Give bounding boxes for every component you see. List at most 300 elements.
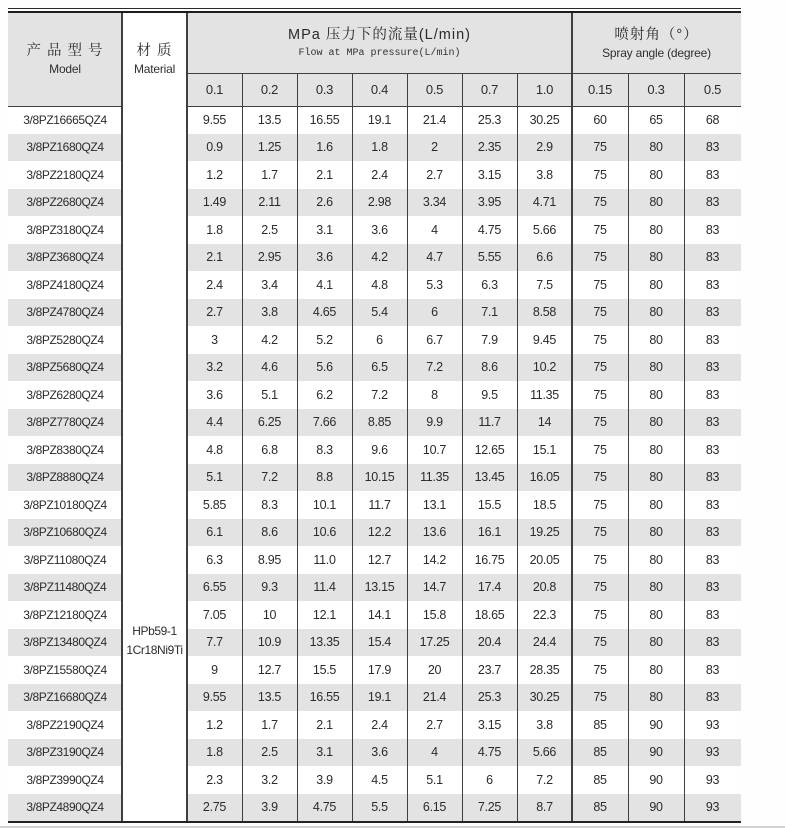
spray-value-cell: 80 bbox=[628, 629, 684, 657]
spray-value-cell: 60 bbox=[572, 106, 628, 134]
material-value-line2: 1Cr18Ni9Ti bbox=[126, 643, 183, 657]
flow-value-cell: 0.9 bbox=[187, 134, 242, 162]
flow-value-cell: 12.7 bbox=[352, 546, 407, 574]
model-cell: 3/8PZ11080QZ4 bbox=[8, 546, 122, 574]
flow-value-cell: 5.1 bbox=[407, 766, 462, 794]
flow-value-cell: 3.34 bbox=[407, 189, 462, 217]
flow-value-cell: 6.55 bbox=[187, 574, 242, 602]
flow-value-cell: 4.65 bbox=[297, 299, 352, 327]
flow-value-cell: 11.4 bbox=[297, 574, 352, 602]
flow-value-cell: 3.15 bbox=[462, 161, 517, 189]
flow-value-cell: 23.7 bbox=[462, 656, 517, 684]
spray-value-cell: 68 bbox=[684, 106, 741, 134]
flow-value-cell: 7.2 bbox=[352, 381, 407, 409]
model-cell: 3/8PZ2180QZ4 bbox=[8, 161, 122, 189]
col-header-model bbox=[8, 13, 122, 106]
spray-value-cell: 93 bbox=[684, 711, 741, 739]
spray-value-cell: 80 bbox=[628, 656, 684, 684]
flow-value-cell: 4.8 bbox=[352, 271, 407, 299]
flow-value-cell: 25.3 bbox=[462, 106, 517, 134]
flow-value-cell: 7.2 bbox=[242, 464, 297, 492]
flow-value-cell: 7.66 bbox=[297, 409, 352, 437]
spray-value-cell: 93 bbox=[684, 794, 741, 822]
flow-value-cell: 6.3 bbox=[462, 271, 517, 299]
flow-value-cell: 6.7 bbox=[407, 326, 462, 354]
spray-pressure-header: 0.3 bbox=[628, 73, 684, 106]
flow-value-cell: 2.4 bbox=[352, 711, 407, 739]
flow-value-cell: 10.15 bbox=[352, 464, 407, 492]
flow-value-cell: 14.2 bbox=[407, 546, 462, 574]
flow-value-cell: 9.6 bbox=[352, 436, 407, 464]
spray-value-cell: 75 bbox=[572, 189, 628, 217]
flow-value-cell: 2.1 bbox=[297, 711, 352, 739]
flow-value-cell: 5.4 bbox=[352, 299, 407, 327]
flow-value-cell: 1.25 bbox=[242, 134, 297, 162]
flow-value-cell: 14.1 bbox=[352, 601, 407, 629]
flow-value-cell: 7.05 bbox=[187, 601, 242, 629]
flow-value-cell: 5.85 bbox=[187, 491, 242, 519]
flow-value-cell: 3.6 bbox=[352, 216, 407, 244]
spray-value-cell: 83 bbox=[684, 409, 741, 437]
spray-value-cell: 75 bbox=[572, 601, 628, 629]
flow-value-cell: 30.25 bbox=[517, 684, 572, 712]
flow-value-cell: 4.6 bbox=[242, 354, 297, 382]
flow-value-cell: 12.7 bbox=[242, 656, 297, 684]
flow-value-cell: 8.6 bbox=[462, 354, 517, 382]
rule-spray-2 bbox=[684, 73, 685, 821]
flow-value-cell: 8.3 bbox=[242, 491, 297, 519]
spray-value-cell: 75 bbox=[572, 409, 628, 437]
spray-value-cell: 80 bbox=[628, 134, 684, 162]
material-value-cell bbox=[122, 106, 187, 821]
flow-value-cell: 20.8 bbox=[517, 574, 572, 602]
flow-value-cell: 2.1 bbox=[187, 244, 242, 272]
col-header-model-zh: 产 品 型 号 bbox=[26, 43, 104, 60]
col-header-material-en: Material bbox=[133, 62, 176, 77]
flow-value-cell: 6.25 bbox=[242, 409, 297, 437]
flow-value-cell: 2.5 bbox=[242, 216, 297, 244]
model-cell: 3/8PZ7780QZ4 bbox=[8, 409, 122, 437]
flow-value-cell: 1.2 bbox=[187, 161, 242, 189]
rule-under-pressure-header bbox=[186, 106, 741, 107]
flow-value-cell: 17.4 bbox=[462, 574, 517, 602]
table-bottom-rule bbox=[8, 821, 741, 823]
flow-value-cell: 3.1 bbox=[297, 216, 352, 244]
flow-value-cell: 2.11 bbox=[242, 189, 297, 217]
flow-value-cell: 18.65 bbox=[462, 601, 517, 629]
col-header-model-en: Model bbox=[49, 62, 81, 77]
flow-value-cell: 2.9 bbox=[517, 134, 572, 162]
spray-value-cell: 75 bbox=[572, 354, 628, 382]
flow-value-cell: 1.7 bbox=[242, 161, 297, 189]
col-group-flow-en: Flow at MPa pressure(L/min) bbox=[298, 47, 461, 59]
flow-value-cell: 12.2 bbox=[352, 519, 407, 547]
flow-value-cell: 17.9 bbox=[352, 656, 407, 684]
flow-value-cell: 15.8 bbox=[407, 601, 462, 629]
spray-value-cell: 93 bbox=[684, 766, 741, 794]
rule-flow-spray bbox=[571, 13, 573, 821]
flow-value-cell: 8.85 bbox=[352, 409, 407, 437]
model-cell: 3/8PZ3180QZ4 bbox=[8, 216, 122, 244]
spray-value-cell: 75 bbox=[572, 326, 628, 354]
flow-value-cell: 7.1 bbox=[462, 299, 517, 327]
spray-value-cell: 85 bbox=[572, 766, 628, 794]
model-cell: 3/8PZ5680QZ4 bbox=[8, 354, 122, 382]
flow-value-cell: 21.4 bbox=[407, 106, 462, 134]
model-cell: 3/8PZ8880QZ4 bbox=[8, 464, 122, 492]
flow-value-cell: 20 bbox=[407, 656, 462, 684]
flow-value-cell: 4.1 bbox=[297, 271, 352, 299]
rule-flow-5 bbox=[462, 73, 463, 821]
flow-value-cell: 4.4 bbox=[187, 409, 242, 437]
spray-value-cell: 83 bbox=[684, 299, 741, 327]
flow-value-cell: 5.1 bbox=[242, 381, 297, 409]
flow-value-cell: 3.9 bbox=[242, 794, 297, 822]
flow-value-cell: 6.5 bbox=[352, 354, 407, 382]
spray-value-cell: 75 bbox=[572, 436, 628, 464]
flow-value-cell: 1.8 bbox=[352, 134, 407, 162]
spray-value-cell: 80 bbox=[628, 684, 684, 712]
flow-value-cell: 2.75 bbox=[187, 794, 242, 822]
rule-spray-1 bbox=[628, 73, 629, 821]
spray-value-cell: 75 bbox=[572, 216, 628, 244]
flow-value-cell: 8.6 bbox=[242, 519, 297, 547]
spray-value-cell: 93 bbox=[684, 739, 741, 767]
flow-value-cell: 6.3 bbox=[187, 546, 242, 574]
flow-value-cell: 12.65 bbox=[462, 436, 517, 464]
flow-value-cell: 3.4 bbox=[242, 271, 297, 299]
rule-under-model-header bbox=[8, 106, 122, 107]
flow-value-cell: 5.3 bbox=[407, 271, 462, 299]
model-cell: 3/8PZ1680QZ4 bbox=[8, 134, 122, 162]
spray-value-cell: 83 bbox=[684, 134, 741, 162]
flow-value-cell: 4.75 bbox=[297, 794, 352, 822]
col-group-spray-zh: 喷射角（°） bbox=[614, 26, 699, 43]
flow-value-cell: 14.7 bbox=[407, 574, 462, 602]
flow-value-cell: 6.1 bbox=[187, 519, 242, 547]
flow-value-cell: 12.1 bbox=[297, 601, 352, 629]
flow-value-cell: 13.15 bbox=[352, 574, 407, 602]
spray-value-cell: 75 bbox=[572, 491, 628, 519]
flow-value-cell: 17.25 bbox=[407, 629, 462, 657]
rule-model-material bbox=[121, 13, 123, 821]
spray-value-cell: 83 bbox=[684, 574, 741, 602]
flow-value-cell: 5.55 bbox=[462, 244, 517, 272]
spray-value-cell: 80 bbox=[628, 546, 684, 574]
flow-value-cell: 10.6 bbox=[297, 519, 352, 547]
spray-value-cell: 85 bbox=[572, 739, 628, 767]
spray-value-cell: 90 bbox=[628, 794, 684, 822]
spray-value-cell: 80 bbox=[628, 161, 684, 189]
flow-value-cell: 4 bbox=[407, 216, 462, 244]
spray-value-cell: 75 bbox=[572, 134, 628, 162]
flow-value-cell: 2.35 bbox=[462, 134, 517, 162]
model-cell: 3/8PZ3680QZ4 bbox=[8, 244, 122, 272]
flow-value-cell: 13.5 bbox=[242, 684, 297, 712]
flow-value-cell: 6.6 bbox=[517, 244, 572, 272]
flow-value-cell: 8.95 bbox=[242, 546, 297, 574]
spray-value-cell: 83 bbox=[684, 271, 741, 299]
flow-value-cell: 7.2 bbox=[517, 766, 572, 794]
rule-flow-2 bbox=[297, 73, 298, 821]
flow-value-cell: 1.8 bbox=[187, 216, 242, 244]
model-cell: 3/8PZ5280QZ4 bbox=[8, 326, 122, 354]
flow-value-cell: 4.75 bbox=[462, 739, 517, 767]
spray-value-cell: 75 bbox=[572, 381, 628, 409]
spray-value-cell: 75 bbox=[572, 684, 628, 712]
flow-value-cell: 2.7 bbox=[407, 711, 462, 739]
spray-value-cell: 75 bbox=[572, 464, 628, 492]
spray-value-cell: 85 bbox=[572, 711, 628, 739]
flow-value-cell: 13.45 bbox=[462, 464, 517, 492]
flow-value-cell: 16.55 bbox=[297, 106, 352, 134]
flow-value-cell: 5.6 bbox=[297, 354, 352, 382]
model-cell: 3/8PZ12180QZ4 bbox=[8, 601, 122, 629]
flow-value-cell: 5.5 bbox=[352, 794, 407, 822]
flow-value-cell: 19.1 bbox=[352, 106, 407, 134]
flow-value-cell: 9 bbox=[187, 656, 242, 684]
flow-pressure-header: 0.1 bbox=[187, 73, 242, 106]
col-group-flow bbox=[187, 13, 572, 73]
flow-value-cell: 4.8 bbox=[187, 436, 242, 464]
flow-value-cell: 10 bbox=[242, 601, 297, 629]
flow-pressure-header: 0.3 bbox=[297, 73, 352, 106]
spray-value-cell: 80 bbox=[628, 464, 684, 492]
spray-value-cell: 83 bbox=[684, 519, 741, 547]
col-group-flow-zh: MPa 压力下的流量(L/min) bbox=[288, 27, 471, 44]
spray-value-cell: 83 bbox=[684, 546, 741, 574]
material-value-line1: HPb59-1 bbox=[132, 624, 177, 638]
flow-value-cell: 2.5 bbox=[242, 739, 297, 767]
model-cell: 3/8PZ10180QZ4 bbox=[8, 491, 122, 519]
spray-value-cell: 80 bbox=[628, 436, 684, 464]
model-cell: 3/8PZ4890QZ4 bbox=[8, 794, 122, 822]
flow-value-cell: 21.4 bbox=[407, 684, 462, 712]
flow-value-cell: 2 bbox=[407, 134, 462, 162]
spray-value-cell: 75 bbox=[572, 546, 628, 574]
spray-value-cell: 75 bbox=[572, 271, 628, 299]
flow-value-cell: 2.7 bbox=[187, 299, 242, 327]
spray-value-cell: 83 bbox=[684, 354, 741, 382]
model-cell: 3/8PZ16665QZ4 bbox=[8, 106, 122, 134]
spray-value-cell: 83 bbox=[684, 161, 741, 189]
flow-value-cell: 3.6 bbox=[352, 739, 407, 767]
flow-value-cell: 1.2 bbox=[187, 711, 242, 739]
spray-value-cell: 83 bbox=[684, 464, 741, 492]
flow-value-cell: 3.2 bbox=[187, 354, 242, 382]
flow-value-cell: 1.6 bbox=[297, 134, 352, 162]
spray-pressure-header: 0.5 bbox=[684, 73, 741, 106]
model-cell: 3/8PZ13480QZ4 bbox=[8, 629, 122, 657]
flow-value-cell: 20.4 bbox=[462, 629, 517, 657]
flow-value-cell: 1.49 bbox=[187, 189, 242, 217]
flow-value-cell: 3.8 bbox=[517, 161, 572, 189]
flow-value-cell: 15.5 bbox=[297, 656, 352, 684]
spray-value-cell: 75 bbox=[572, 299, 628, 327]
flow-value-cell: 3.9 bbox=[297, 766, 352, 794]
model-cell: 3/8PZ8380QZ4 bbox=[8, 436, 122, 464]
model-cell: 3/8PZ10680QZ4 bbox=[8, 519, 122, 547]
flow-value-cell: 11.35 bbox=[517, 381, 572, 409]
flow-value-cell: 5.1 bbox=[187, 464, 242, 492]
flow-value-cell: 3.95 bbox=[462, 189, 517, 217]
flow-value-cell: 2.98 bbox=[352, 189, 407, 217]
model-cell: 3/8PZ4180QZ4 bbox=[8, 271, 122, 299]
rule-flow-6 bbox=[517, 73, 518, 821]
spray-value-cell: 80 bbox=[628, 189, 684, 217]
flow-value-cell: 6.15 bbox=[407, 794, 462, 822]
spray-value-cell: 90 bbox=[628, 766, 684, 794]
flow-value-cell: 4.2 bbox=[352, 244, 407, 272]
model-cell: 3/8PZ3990QZ4 bbox=[8, 766, 122, 794]
page-edge-rule bbox=[0, 826, 785, 828]
spray-value-cell: 80 bbox=[628, 491, 684, 519]
spray-value-cell: 83 bbox=[684, 629, 741, 657]
flow-value-cell: 3.6 bbox=[187, 381, 242, 409]
spray-value-cell: 80 bbox=[628, 326, 684, 354]
flow-value-cell: 13.35 bbox=[297, 629, 352, 657]
flow-value-cell: 5.2 bbox=[297, 326, 352, 354]
col-header-material-zh: 材 质 bbox=[136, 43, 173, 60]
flow-value-cell: 4 bbox=[407, 739, 462, 767]
flow-value-cell: 4.7 bbox=[407, 244, 462, 272]
flow-value-cell: 1.8 bbox=[187, 739, 242, 767]
flow-value-cell: 10.1 bbox=[297, 491, 352, 519]
flow-value-cell: 14 bbox=[517, 409, 572, 437]
flow-value-cell: 11.0 bbox=[297, 546, 352, 574]
model-cell: 3/8PZ6280QZ4 bbox=[8, 381, 122, 409]
spray-value-cell: 80 bbox=[628, 601, 684, 629]
flow-value-cell: 15.4 bbox=[352, 629, 407, 657]
col-header-material bbox=[122, 13, 187, 106]
flow-value-cell: 2.7 bbox=[407, 161, 462, 189]
flow-value-cell: 8 bbox=[407, 381, 462, 409]
flow-value-cell: 16.75 bbox=[462, 546, 517, 574]
spray-value-cell: 90 bbox=[628, 711, 684, 739]
flow-value-cell: 6 bbox=[352, 326, 407, 354]
flow-value-cell: 6.2 bbox=[297, 381, 352, 409]
flow-value-cell: 16.1 bbox=[462, 519, 517, 547]
flow-pressure-header: 0.4 bbox=[352, 73, 407, 106]
flow-value-cell: 3.6 bbox=[297, 244, 352, 272]
flow-value-cell: 13.5 bbox=[242, 106, 297, 134]
flow-value-cell: 2.3 bbox=[187, 766, 242, 794]
spray-value-cell: 75 bbox=[572, 656, 628, 684]
flow-value-cell: 18.5 bbox=[517, 491, 572, 519]
spray-value-cell: 83 bbox=[684, 656, 741, 684]
flow-value-cell: 10.9 bbox=[242, 629, 297, 657]
spray-value-cell: 80 bbox=[628, 574, 684, 602]
flow-value-cell: 3.1 bbox=[297, 739, 352, 767]
model-cell: 3/8PZ4780QZ4 bbox=[8, 299, 122, 327]
flow-value-cell: 28.35 bbox=[517, 656, 572, 684]
flow-value-cell: 9.55 bbox=[187, 684, 242, 712]
spray-value-cell: 83 bbox=[684, 381, 741, 409]
flow-value-cell: 3 bbox=[187, 326, 242, 354]
spec-grid bbox=[8, 13, 741, 821]
flow-value-cell: 22.3 bbox=[517, 601, 572, 629]
flow-value-cell: 7.25 bbox=[462, 794, 517, 822]
spray-value-cell: 90 bbox=[628, 739, 684, 767]
flow-value-cell: 7.5 bbox=[517, 271, 572, 299]
flow-value-cell: 2.95 bbox=[242, 244, 297, 272]
flow-value-cell: 15.5 bbox=[462, 491, 517, 519]
flow-value-cell: 3.2 bbox=[242, 766, 297, 794]
model-cell: 3/8PZ15580QZ4 bbox=[8, 656, 122, 684]
flow-value-cell: 2.4 bbox=[352, 161, 407, 189]
flow-value-cell: 3.15 bbox=[462, 711, 517, 739]
spray-value-cell: 80 bbox=[628, 381, 684, 409]
spray-value-cell: 83 bbox=[684, 601, 741, 629]
flow-value-cell: 11.7 bbox=[462, 409, 517, 437]
spray-value-cell: 75 bbox=[572, 161, 628, 189]
flow-value-cell: 4.75 bbox=[462, 216, 517, 244]
flow-value-cell: 8.3 bbox=[297, 436, 352, 464]
model-cell: 3/8PZ11480QZ4 bbox=[8, 574, 122, 602]
flow-value-cell: 9.9 bbox=[407, 409, 462, 437]
col-group-spray-en: Spray angle (degree) bbox=[602, 45, 711, 60]
flow-value-cell: 5.66 bbox=[517, 216, 572, 244]
spray-value-cell: 75 bbox=[572, 519, 628, 547]
flow-value-cell: 30.25 bbox=[517, 106, 572, 134]
model-cell: 3/8PZ16680QZ4 bbox=[8, 684, 122, 712]
flow-value-cell: 9.45 bbox=[517, 326, 572, 354]
flow-value-cell: 11.35 bbox=[407, 464, 462, 492]
spray-value-cell: 80 bbox=[628, 244, 684, 272]
flow-value-cell: 13.6 bbox=[407, 519, 462, 547]
spray-value-cell: 80 bbox=[628, 216, 684, 244]
flow-pressure-header: 0.2 bbox=[242, 73, 297, 106]
rule-material-flow bbox=[186, 13, 188, 821]
spray-value-cell: 80 bbox=[628, 409, 684, 437]
flow-value-cell: 7.2 bbox=[407, 354, 462, 382]
flow-value-cell: 9.5 bbox=[462, 381, 517, 409]
flow-value-cell: 19.1 bbox=[352, 684, 407, 712]
flow-value-cell: 4.71 bbox=[517, 189, 572, 217]
spray-value-cell: 80 bbox=[628, 354, 684, 382]
flow-value-cell: 6.8 bbox=[242, 436, 297, 464]
flow-value-cell: 13.1 bbox=[407, 491, 462, 519]
nozzle-spec-table bbox=[8, 8, 741, 823]
flow-value-cell: 10.7 bbox=[407, 436, 462, 464]
flow-value-cell: 9.55 bbox=[187, 106, 242, 134]
flow-value-cell: 7.9 bbox=[462, 326, 517, 354]
flow-value-cell: 24.4 bbox=[517, 629, 572, 657]
spray-value-cell: 83 bbox=[684, 189, 741, 217]
model-cell: 3/8PZ3190QZ4 bbox=[8, 739, 122, 767]
material-value bbox=[122, 622, 187, 660]
flow-value-cell: 2.1 bbox=[297, 161, 352, 189]
model-cell: 3/8PZ2680QZ4 bbox=[8, 189, 122, 217]
flow-value-cell: 25.3 bbox=[462, 684, 517, 712]
flow-value-cell: 6 bbox=[462, 766, 517, 794]
flow-pressure-header: 1.0 bbox=[517, 73, 572, 106]
flow-value-cell: 7.7 bbox=[187, 629, 242, 657]
rule-flow-4 bbox=[407, 73, 408, 821]
flow-value-cell: 10.2 bbox=[517, 354, 572, 382]
flow-pressure-header: 0.5 bbox=[407, 73, 462, 106]
rule-flow-1 bbox=[242, 73, 243, 821]
spray-value-cell: 83 bbox=[684, 244, 741, 272]
model-cell: 3/8PZ2190QZ4 bbox=[8, 711, 122, 739]
spray-value-cell: 83 bbox=[684, 436, 741, 464]
spray-value-cell: 83 bbox=[684, 684, 741, 712]
flow-value-cell: 6 bbox=[407, 299, 462, 327]
spray-value-cell: 65 bbox=[628, 106, 684, 134]
flow-value-cell: 1.7 bbox=[242, 711, 297, 739]
flow-value-cell: 8.58 bbox=[517, 299, 572, 327]
spray-pressure-header: 0.15 bbox=[572, 73, 628, 106]
